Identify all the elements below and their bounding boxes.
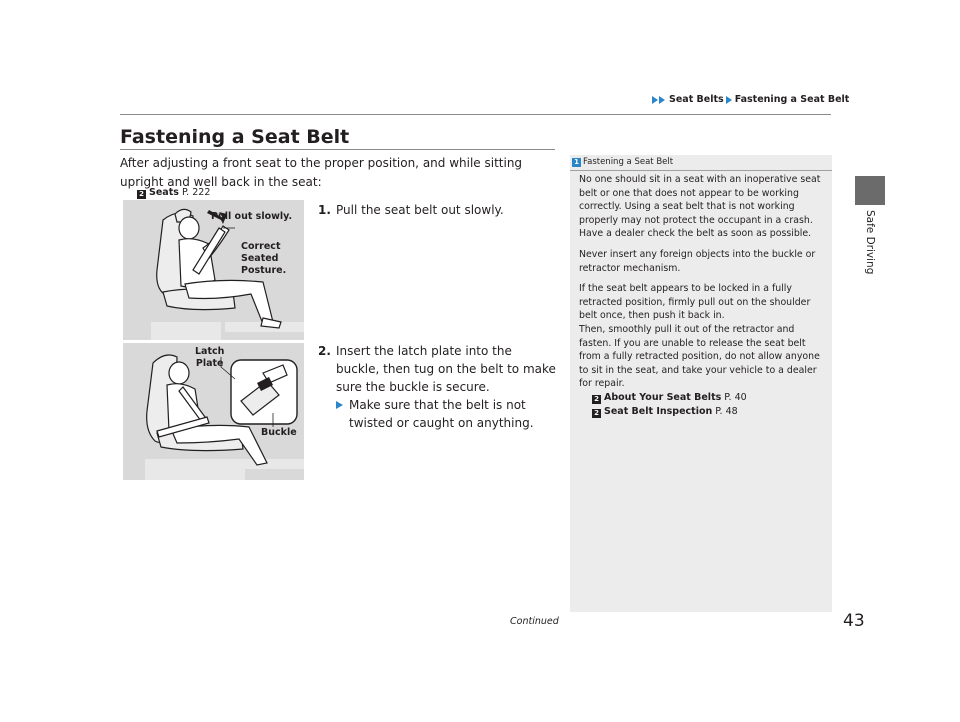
breadcrumb-item-fastening: Fastening a Seat Belt bbox=[734, 94, 850, 105]
note-paragraph: Never insert any foreign objects into the buckle or retractor mechanism. bbox=[579, 248, 816, 274]
seats-reference-link[interactable] bbox=[137, 187, 210, 199]
header-divider bbox=[120, 114, 831, 115]
reference-label: Seat Belt Inspection bbox=[604, 405, 713, 417]
note-heading bbox=[572, 157, 673, 167]
callout-posture-line-2: Seated bbox=[241, 253, 279, 264]
buckle-illustration bbox=[123, 343, 304, 480]
callout-latch-line-1: Latch bbox=[195, 346, 225, 357]
step-2 bbox=[318, 342, 558, 432]
callout-correct-posture bbox=[241, 241, 286, 277]
page-title: Fastening a Seat Belt bbox=[120, 126, 350, 148]
about-seat-belts-link[interactable] bbox=[592, 391, 825, 405]
reference-page: P. 48 bbox=[715, 405, 738, 417]
step-text: Pull the seat belt out slowly. bbox=[336, 203, 504, 217]
section-tab-marker bbox=[855, 176, 885, 205]
section-tab-label: Safe Driving bbox=[864, 210, 876, 275]
continued-label: Continued bbox=[510, 616, 559, 627]
reference-page: P. 40 bbox=[724, 391, 747, 403]
callout-buckle: Buckle bbox=[261, 427, 297, 438]
section-tab bbox=[855, 210, 885, 275]
callout-latch-plate bbox=[195, 346, 224, 370]
step-number: 1. bbox=[318, 203, 331, 217]
callout-latch-line-2: Plate bbox=[195, 358, 224, 369]
seats-reference-page: P. 222 bbox=[181, 187, 211, 198]
breadcrumb-arrow-icon bbox=[652, 96, 658, 104]
page-number: 43 bbox=[843, 611, 865, 631]
seats-reference-label: Seats bbox=[149, 187, 179, 198]
breadcrumb-item-seat-belts[interactable]: Seat Belts bbox=[669, 94, 724, 105]
note-references bbox=[579, 391, 825, 418]
step-text: Insert the latch plate into the buckle, then tug on the belt to make sure the buckle is secure. bbox=[336, 344, 556, 394]
pull-belt-illustration bbox=[123, 200, 304, 340]
note-paragraph: No one should sit in a seat with an inoperative seat belt or one that does not appear to be working correctly. Using a seat belt that is not working properly may not protect the occupant in a crash. Have a dealer check the belt as soon as possible. bbox=[579, 174, 821, 240]
title-divider bbox=[120, 149, 555, 150]
step-substep bbox=[336, 396, 558, 432]
breadcrumb-arrow-icon bbox=[659, 96, 665, 104]
breadcrumb bbox=[652, 94, 849, 105]
callout-posture-line-1: Correct bbox=[241, 241, 281, 252]
cross-reference-icon: 2 bbox=[137, 190, 146, 199]
cross-reference-icon: 2 bbox=[592, 409, 601, 418]
note-heading-text: Fastening a Seat Belt bbox=[583, 157, 674, 167]
substep-text: Make sure that the belt is not twisted or caught on anything. bbox=[349, 398, 534, 430]
note-info-icon: 1 bbox=[572, 158, 581, 167]
callout-pull-out-slowly: Pull out slowly. bbox=[211, 211, 293, 222]
step-1 bbox=[318, 201, 558, 219]
cross-reference-icon: 2 bbox=[592, 395, 601, 404]
note-paragraph: Then, smoothly pull it out of the retractor and fasten. If you are unable to release the seat belt from a fully retracted position, do not allow anyone to sit in the seat, and take your vehicle to a dealer for repair. bbox=[579, 323, 820, 390]
note-paragraph: If the seat belt appears to be locked in a fully retracted position, firmly pull out on the shoulder belt once, then push it back in. bbox=[579, 283, 811, 322]
reference-label: About Your Seat Belts bbox=[604, 391, 722, 403]
note-heading-divider bbox=[570, 170, 832, 171]
breadcrumb-arrow-icon bbox=[726, 96, 732, 104]
substep-arrow-icon bbox=[336, 401, 343, 409]
intro-text: After adjusting a front seat to the proper position, and while sitting upright and well back in the seat: bbox=[120, 156, 523, 189]
note-body bbox=[579, 173, 825, 418]
seat-belt-inspection-link[interactable] bbox=[592, 405, 825, 419]
callout-posture-line-3: Posture. bbox=[241, 265, 287, 276]
step-number: 2. bbox=[318, 344, 331, 358]
